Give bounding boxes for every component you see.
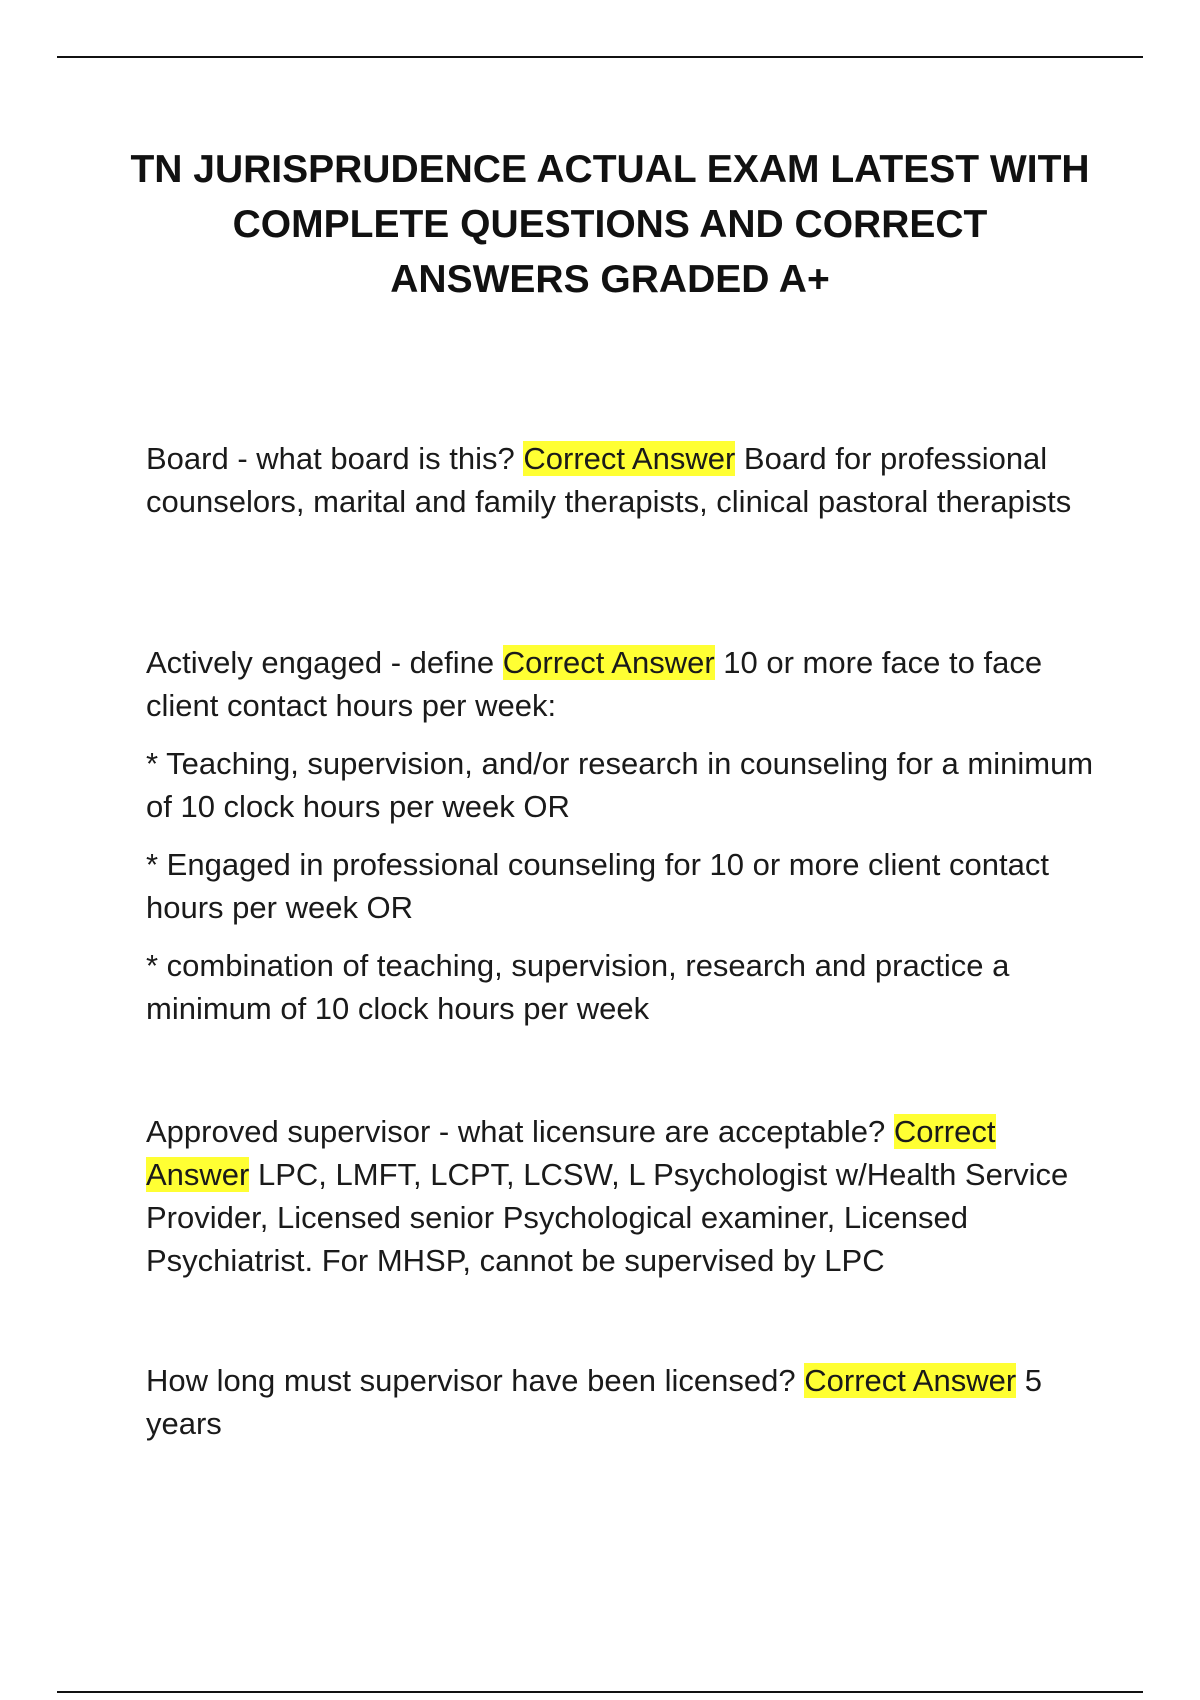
question-text: Board - what board is this? [146, 441, 515, 476]
answer-text: 10 or more face to face client contact hours per week: [146, 645, 1043, 723]
answer-text: LPC, LMFT, LCPT, LCSW, L Psychologist w/Health Service Provider, Licensed senior Psychological examiner, Licensed Psychiatrist. For MHSP, cannot be supervised by LPC [146, 1157, 1069, 1278]
qa-paragraph [146, 437, 1096, 523]
answer-bullet: * Engaged in professional counseling for 10 or more client contact hours per week OR [146, 847, 1049, 925]
question-text: Actively engaged - define [146, 645, 495, 680]
qa-item-approved-supervisor [146, 1110, 1096, 1282]
qa-paragraph [146, 1359, 1096, 1445]
qa-item-supervisor-licensed [146, 1359, 1096, 1445]
answer-text: 5 years [146, 1363, 1043, 1441]
top-rule [57, 56, 1143, 58]
correct-answer-highlight: Correct Answer [804, 1363, 1017, 1398]
qa-item-actively-engaged [146, 641, 1096, 1030]
correct-answer-highlight: Correct Answer [146, 1114, 996, 1192]
qa-paragraph [146, 641, 1096, 727]
qa-item-board [146, 437, 1096, 523]
answer-bullet: * combination of teaching, supervision, research and practice a minimum of 10 clock hours per week [146, 948, 1010, 1026]
correct-answer-highlight: Correct Answer [502, 645, 715, 680]
qa-paragraph [146, 1110, 1096, 1282]
document-title: TN JURISPRUDENCE ACTUAL EXAM LATEST WITH COMPLETE QUESTIONS AND CORRECT ANSWERS GRADED A+ [130, 148, 1090, 301]
answer-bullet: * Teaching, supervision, and/or research in counseling for a minimum of 10 clock hours per week OR [146, 746, 1094, 824]
bottom-rule [57, 1691, 1143, 1693]
correct-answer-highlight: Correct Answer [523, 441, 736, 476]
question-text: How long must supervisor have been licensed? [146, 1363, 796, 1398]
question-text: Approved supervisor - what licensure are acceptable? [146, 1114, 886, 1149]
answer-text: Board for professional counselors, marital and family therapists, clinical pastoral therapists [146, 441, 1072, 519]
